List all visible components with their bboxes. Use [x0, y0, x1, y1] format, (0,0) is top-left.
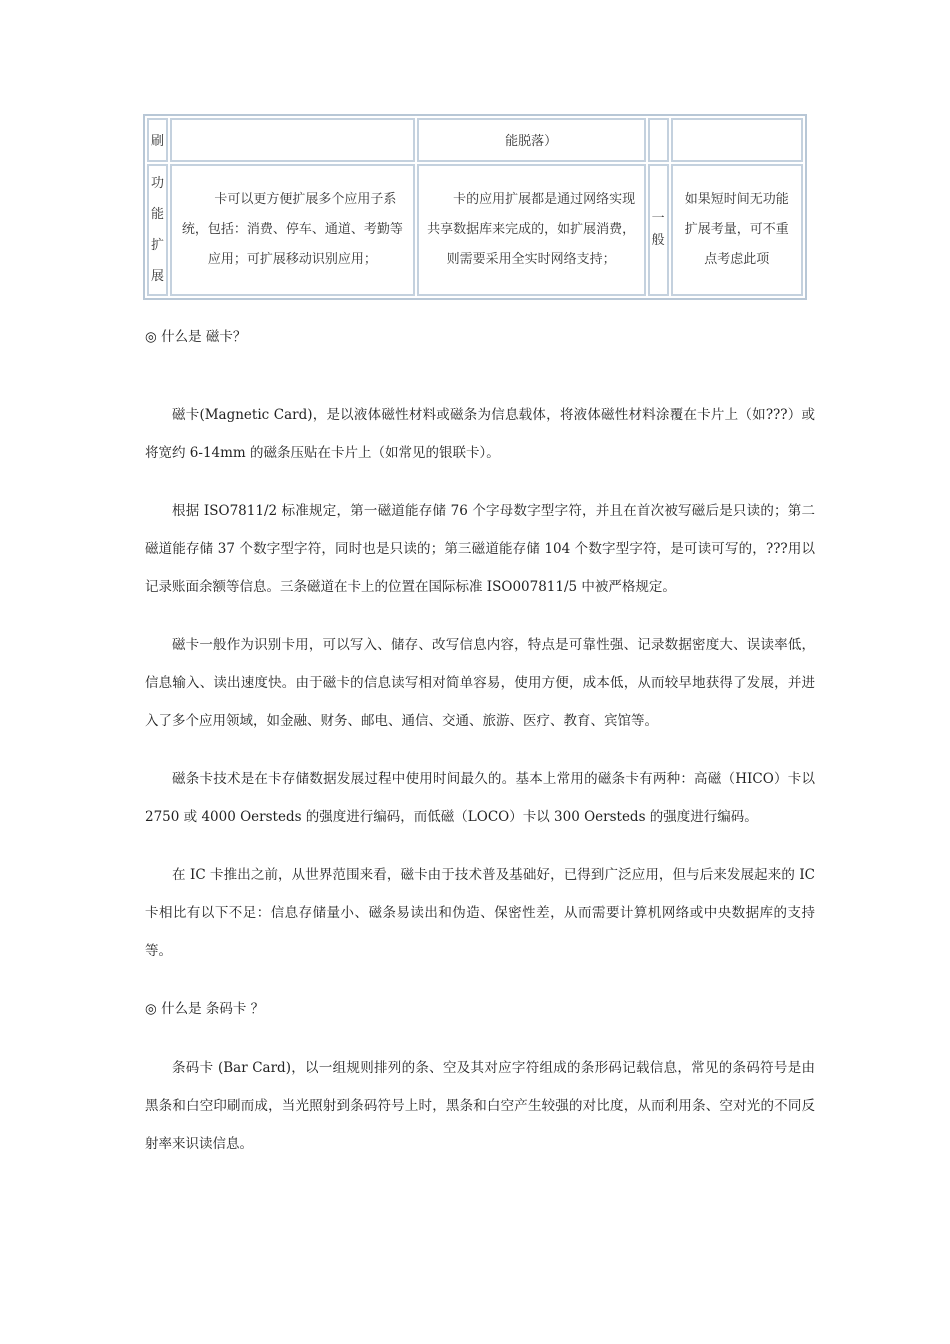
rating-char: 一 — [651, 211, 665, 226]
article-body — [145, 327, 815, 1163]
paragraph: 磁条卡技术是在卡存储数据发展过程中使用时间最久的。基本上常用的磁条卡有两种：高磁（HICO）卡以 2750 或 4000 Oersteds 的强度进行编码，而低磁（LOCO）卡以 300 Oersteds 的强度进行编码。 — [145, 771, 815, 825]
rating-cell — [648, 118, 669, 162]
column-a-cell: 卡可以更方便扩展多个应用子系统，包括：消费、停车、通道、考勤等应用；可扩展移动识别应用； — [170, 164, 415, 296]
row-label-cell — [147, 164, 168, 296]
column-a-cell — [170, 118, 415, 162]
paragraph: 根据 ISO7811/2 标准规定，第一磁道能存储 76 个字母数字型字符，并且在首次被写磁后是只读的；第二磁道能存储 37 个数字型字符，同时也是只读的；第三磁道能存储 104 个数字型字符，是可读可写的，???用以记录账面余额等信息。三条磁道在卡上的位置在国际标准 ISO007811/5 中被严格规定。 — [145, 503, 815, 595]
row-label-char: 展 — [151, 269, 165, 284]
section-heading-barcode: ◎ 什么是 条码卡 ？ — [145, 1001, 265, 1017]
table-row — [147, 164, 803, 296]
note-cell — [671, 118, 803, 162]
paragraph: 条码卡 (Bar Card)，以一组规则排列的条、空及其对应字符组成的条形码记载信息，常见的条码符号是由黑条和白空印刷而成，当光照射到条码符号上时，黑条和白空产生较强的对比度，从而利用条、空对光的不同反射率来识读信息。 — [145, 1060, 815, 1152]
row-label-char: 功 — [151, 176, 165, 191]
comparison-table — [143, 114, 807, 300]
row-label-cell: 刷 — [147, 118, 168, 162]
table-row — [147, 118, 803, 162]
row-label-char: 能 — [151, 207, 165, 222]
section-heading-magnetic: ◎ 什么是 磁卡？ — [145, 329, 247, 345]
paragraph: 磁卡一般作为识别卡用，可以写入、储存、改写信息内容，特点是可靠性强、记录数据密度大、误读率低，信息输入、读出速度快。由于磁卡的信息读写相对简单容易，使用方便，成本低，从而较早地获得了发展，并进入了多个应用领域，如金融、财务、邮电、通信、交通、旅游、医疗、教育、宾馆等。 — [145, 637, 815, 729]
note-cell: 如果短时间无功能扩展考量，可不重点考虑此项 — [671, 164, 803, 296]
column-b-cell: 能脱落） — [417, 118, 646, 162]
column-b-cell: 卡的应用扩展都是通过网络实现共享数据库来完成的，如扩展消费，则需要采用全实时网络支持； — [417, 164, 646, 296]
rating-char: 般 — [651, 233, 665, 248]
paragraph: 在 IC 卡推出之前，从世界范围来看，磁卡由于技术普及基础好，已得到广泛应用，但与后来发展起来的 IC 卡相比有以下不足：信息存储量小、磁条易读出和伪造、保密性差，从而需要计算机网络或中央数据库的支持等。 — [145, 867, 815, 959]
rating-cell — [648, 164, 669, 296]
paragraph: 磁卡(Magnetic Card)，是以液体磁性材料或磁条为信息载体，将液体磁性材料涂覆在卡片上（如???）或将宽约 6-14mm 的磁条压贴在卡片上（如常见的银联卡）。 — [145, 407, 815, 461]
row-label-char: 扩 — [151, 238, 165, 253]
